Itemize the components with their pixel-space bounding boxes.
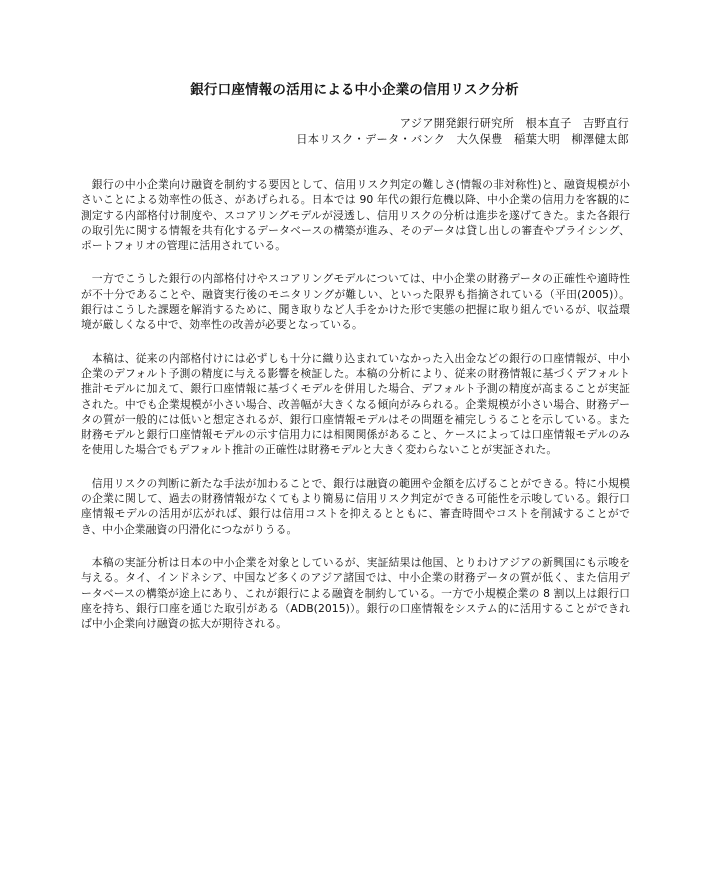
paragraph-1: 銀行の中小企業向け融資を制約する要因として、信用リスク判定の難しさ(情報の非対称性)と、融資規模が小さいことによる効率性の低さ、があげられる。日本では 90 年代の銀行危機以降、中小企業の信用力を客観的に測定する内部格付け制度や、スコアリングモデルが浸透し、信用リスクの分析は進歩を遂げてきた。また各銀行の取引先に関する情報を共有化するデータベースの構築が進み、そのデータは貸し出しの審査やプライシング、ポートフォリオの管理に活用されている。 [81,178,630,253]
document-title: 銀行口座情報の活用による中小企業の信用リスク分析 [190,82,519,98]
paragraph-4: 信用リスクの判断に新たな手法が加わることで、銀行は融資の範囲や金額を広げることができる。特に小規模の企業に関して、過去の財務情報がなくてもより簡易に信用リスク判定ができる可能性を示唆している。銀行口座情報モデルの活用が広がれば、銀行は信用コストを抑えるとともに、審査時間やコストを削減することができ、中小企業融資の円滑化につながりうる。 [81,476,630,536]
author-line-adbi: アジア開発銀行研究所 根本直子 吉野直行 [399,117,629,130]
paragraph-5: 本稿の実証分析は日本の中小企業を対象としているが、実証結果は他国、とりわけアジアの新興国にも示唆を与える。タイ、インドネシア、中国など多くのアジア諸国では、中小企業の財務データの質が低く、また信用データベースの構築が途上にあり、これが銀行による融資を制約している。一方で小規模企業の 8 割以上は銀行口座を持ち、銀行口座を通じた取引がある（ADB(2015)）。銀行の口座情報をシステム的に活用することができれば中小企業向け融資の拡大が期待される。 [81,555,630,631]
author-line-rdb: 日本リスク・データ・バンク 大久保豊 稲葉大明 柳澤健太郎 [296,133,629,146]
paragraph-3: 本稿は、従来の内部格付けには必ずしも十分に織り込まれていなかった入出金などの銀行の口座情報が、中小企業のデフォルト予測の精度に与える影響を検証した。本稿の分析により、従来の財務情報に基づくデフォルト推計モデルに加えて、銀行口座情報に基づくモデルを併用した場合、デフォルト予測の精度が高まることが実証された。中でも企業規模が小さい場合、改善幅が大きくなる傾向がみられる。企業規模が小さい場合、財務データの質が一般的には低いと想定されるが、銀行口座情報モデルはその問題を補完しうることを示している。また財務モデルと銀行口座情報モデルの示す信用力には相関関係があること、ケースによっては口座情報モデルのみを使用した場合でもデフォルト推計の正確性は財務モデルと大きく変わらないことが実証された。 [81,351,630,457]
document-body [81,177,630,649]
paragraph-2: 一方でこうした銀行の内部格付けやスコアリングモデルについては、中小企業の財務データの正確性や適時性が不十分であることや、融資実行後のモニタリングが難しい、といった限界も指摘されている（平田(2005)）。銀行はこうした課題を解消するために、聞き取りなど人手をかけた形で実態の把握に取り組んでいるが、収益環境が厳しくなる中で、効率性の改善が必要となっている。 [81,272,630,332]
